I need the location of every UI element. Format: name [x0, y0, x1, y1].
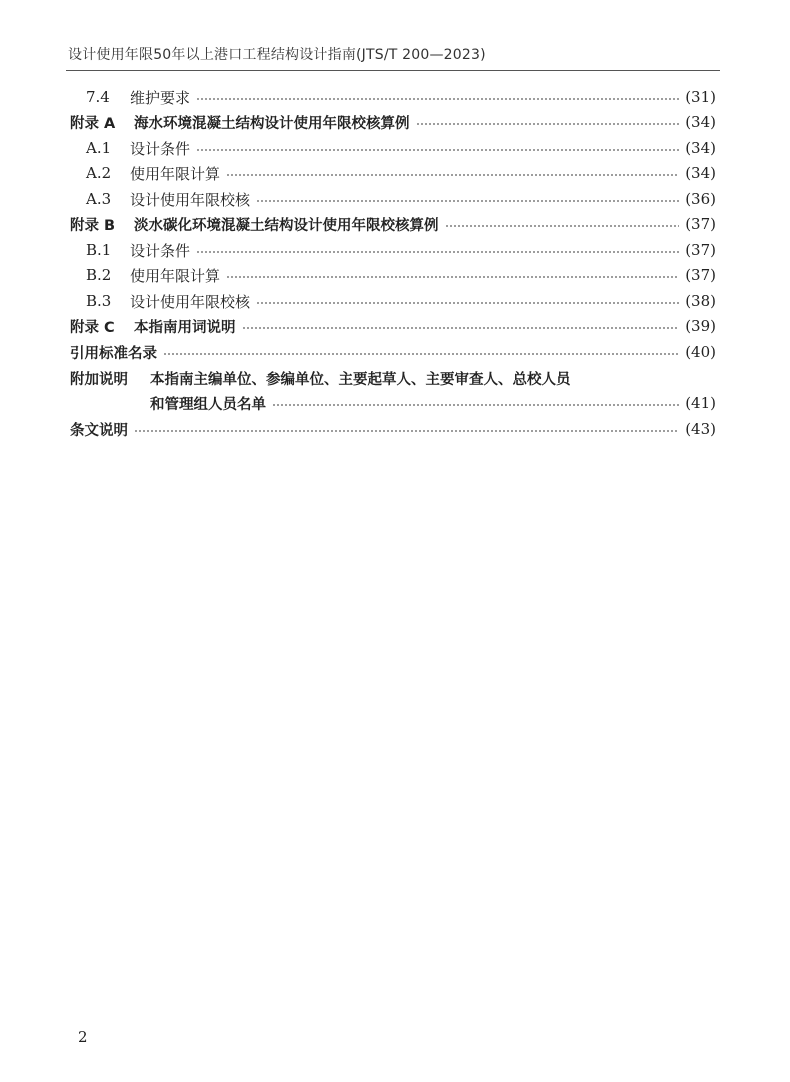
dot-leader: [445, 225, 680, 227]
toc-entry-number: 附录 B: [70, 217, 116, 234]
toc-entry-number: A.2: [86, 164, 112, 182]
toc-entry-number: 附录 C: [70, 319, 115, 336]
toc-entry-a-3[interactable]: [86, 187, 716, 211]
toc-entry-title: 条文说明: [70, 422, 128, 439]
toc-entry-page: (39): [685, 317, 716, 335]
header-rule: [66, 70, 720, 71]
toc-entry-number: 7.4: [86, 88, 110, 106]
toc-entry-additional-notes-cont[interactable]: [150, 391, 716, 415]
toc-entry-title: 本指南用词说明: [134, 319, 236, 336]
page-number: 2: [78, 1028, 88, 1046]
toc-entry-number: B.3: [86, 292, 112, 310]
toc-entry-clause-explanation[interactable]: [70, 417, 716, 441]
running-header: 设计使用年限50年以上港口工程结构设计指南(JTS/T 200—2023): [68, 47, 486, 63]
toc-entry-appendix-a[interactable]: [70, 110, 716, 134]
toc-entry-number: B.2: [86, 266, 112, 284]
toc-entry-page: (41): [685, 394, 716, 412]
toc-entry-appendix-c[interactable]: [70, 314, 716, 338]
toc-entry-page: (37): [685, 215, 716, 233]
toc-entry-number: 附录 A: [70, 115, 116, 132]
dot-leader: [196, 149, 679, 151]
toc-entry-title: 本指南主编单位、参编单位、主要起草人、主要审查人、总校人员: [150, 371, 571, 388]
toc-entry-page: (36): [685, 190, 716, 208]
toc-entry-references[interactable]: [70, 340, 716, 364]
toc-entry-title: 设计条件: [130, 241, 191, 260]
toc-entry-title: 海水环境混凝土结构设计使用年限校核算例: [134, 115, 410, 132]
toc-entry-number: A.1: [86, 139, 112, 157]
toc-entry-appendix-b[interactable]: [70, 212, 716, 236]
toc-entry-page: (37): [685, 241, 716, 259]
toc-entry-page: (37): [685, 266, 716, 284]
toc-entry-page: (38): [685, 292, 716, 310]
toc-entry-page: (31): [685, 88, 716, 106]
dot-leader: [226, 276, 679, 278]
toc-entry-title: 设计条件: [130, 139, 191, 158]
toc-entry-number: B.1: [86, 241, 112, 259]
dot-leader: [416, 123, 680, 125]
toc-entry-b-3[interactable]: [86, 289, 716, 313]
toc-entry-title: 引用标准名录: [70, 345, 157, 362]
toc-entry-7-4[interactable]: [86, 85, 716, 109]
dot-leader: [196, 98, 679, 100]
dot-leader: [196, 251, 679, 253]
toc-entry-a-2[interactable]: [86, 161, 716, 185]
toc-entry-additional-notes[interactable]: [70, 366, 716, 390]
dot-leader: [256, 302, 679, 304]
toc-entry-page: (34): [685, 164, 716, 182]
toc-entry-title: 设计使用年限校核: [130, 190, 251, 209]
toc-entry-title: 和管理组人员名单: [150, 396, 266, 413]
dot-leader: [242, 327, 680, 329]
dot-leader: [163, 353, 679, 355]
toc-entry-title: 使用年限计算: [130, 164, 221, 183]
toc-entry-title: 设计使用年限校核: [130, 292, 251, 311]
dot-leader: [256, 200, 679, 202]
toc-entry-b-2[interactable]: [86, 263, 716, 287]
toc-entry-a-1[interactable]: [86, 136, 716, 160]
toc-entry-title: 淡水碳化环境混凝土结构设计使用年限校核算例: [134, 217, 439, 234]
toc-entry-number: 附加说明: [70, 371, 128, 388]
dot-leader: [226, 174, 679, 176]
dot-leader: [134, 430, 679, 432]
toc-entry-page: (34): [685, 113, 716, 131]
dot-leader: [272, 404, 679, 406]
toc-entry-page: (43): [685, 420, 716, 438]
toc-entry-title: 维护要求: [130, 88, 191, 107]
toc-entry-title: 使用年限计算: [130, 266, 221, 285]
toc-entry-b-1[interactable]: [86, 238, 716, 262]
toc-entry-page: (40): [685, 343, 716, 361]
toc-entry-page: (34): [685, 139, 716, 157]
toc-entry-number: A.3: [86, 190, 112, 208]
